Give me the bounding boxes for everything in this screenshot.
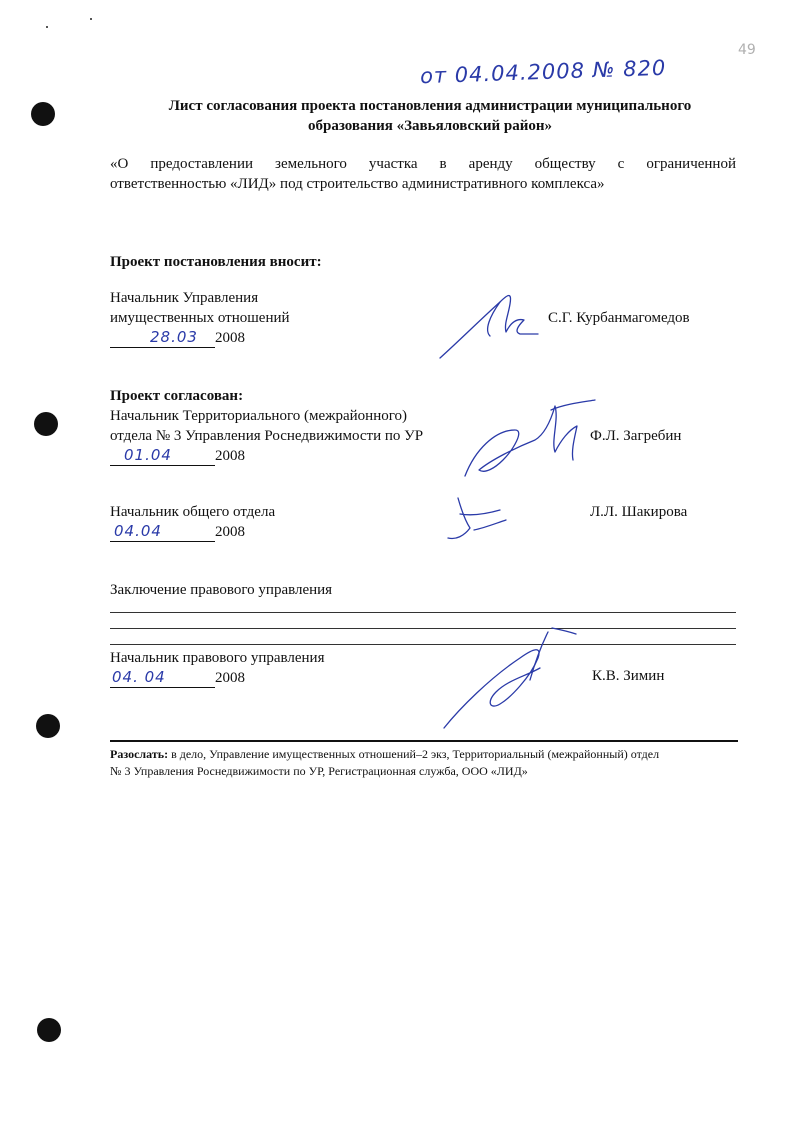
agreed-position-line-1: Начальник Территориального (межрайонного)	[110, 408, 407, 424]
subject-line-2: ответственностью «ЛИД» под строительство административного комплекса»	[110, 176, 605, 192]
agreed-date	[110, 446, 423, 466]
binder-hole-4	[37, 1018, 61, 1042]
distribution-text-1: в дело, Управление имущественных отношений–2 экз, Территориальный (межрайонный) отдел	[171, 747, 660, 761]
legal-name: К.В. Зимин	[592, 668, 665, 684]
date-blank	[110, 446, 215, 466]
signature-zagrebin	[455, 390, 605, 490]
legal-position	[110, 648, 324, 688]
date-year: 2008	[215, 330, 245, 346]
submitted-by-label: Проект постановления вносит:	[110, 254, 322, 270]
subject-line-1: «О предоставлении земельного участка в аренду обществу с ограниченной	[110, 156, 736, 172]
date-year: 2008	[215, 448, 245, 464]
distribution-line-2: № 3 Управления Роснедвижимости по УР, Регистрационная служба, ООО «ЛИД»	[110, 764, 528, 778]
submitter-name: С.Г. Курбанмагомедов	[548, 310, 690, 326]
heading-line-2: образования «Завьяловский район»	[307, 118, 552, 134]
date-blank	[110, 522, 215, 542]
submitter-date	[110, 328, 290, 348]
binder-hole-1	[31, 102, 55, 126]
handwritten-date: 04. 04	[112, 668, 166, 686]
legal-position-line: Начальник правового управления	[110, 650, 325, 666]
registration-note: от 04.04.2008 № 820	[419, 55, 667, 89]
distribution-line-1	[110, 746, 750, 763]
signature-kurbanmagomedov	[420, 280, 560, 370]
general-dept-position	[110, 502, 275, 542]
signature-zimin	[430, 618, 580, 738]
general-dept-position-line: Начальник общего отдела	[110, 504, 276, 520]
footer-rule	[110, 740, 738, 742]
corner-page-mark: 49	[738, 42, 756, 58]
submitter-position-line-2: имущественных отношений	[110, 310, 290, 326]
legal-conclusion-label: Заключение правового управления	[110, 582, 333, 598]
signature-shakirova	[440, 488, 520, 548]
conclusion-line-3	[110, 644, 736, 645]
agreed-label: Проект согласован:	[110, 388, 244, 404]
scan-speck	[46, 26, 48, 28]
document-heading	[110, 96, 750, 136]
distribution-list	[110, 746, 750, 780]
general-dept-date	[110, 522, 275, 542]
heading-line-1: Лист согласования проекта постановления администрации муниципального	[168, 98, 692, 114]
conclusion-line-1	[110, 612, 736, 613]
document-subject	[110, 154, 736, 194]
conclusion-line-2	[110, 628, 736, 629]
agreed-position	[110, 406, 423, 466]
scan-speck	[90, 18, 92, 20]
binder-hole-2	[34, 412, 58, 436]
handwritten-date: 01.04	[124, 446, 172, 464]
date-year: 2008	[215, 670, 245, 686]
legal-date	[110, 668, 324, 688]
handwritten-date: 28.03	[150, 328, 198, 346]
agreed-name: Ф.Л. Загребин	[590, 428, 682, 444]
distribution-label: Разослать:	[110, 747, 169, 761]
date-year: 2008	[215, 524, 245, 540]
general-dept-name: Л.Л. Шакирова	[590, 504, 688, 520]
date-blank	[110, 328, 215, 348]
date-blank	[110, 668, 215, 688]
handwritten-date: 04.04	[114, 522, 162, 540]
binder-hole-3	[36, 714, 60, 738]
submitter-position-line-1: Начальник Управления	[110, 290, 259, 306]
submitter-position	[110, 288, 290, 348]
agreed-position-line-2: отдела № 3 Управления Роснедвижимости по УР	[110, 428, 424, 444]
